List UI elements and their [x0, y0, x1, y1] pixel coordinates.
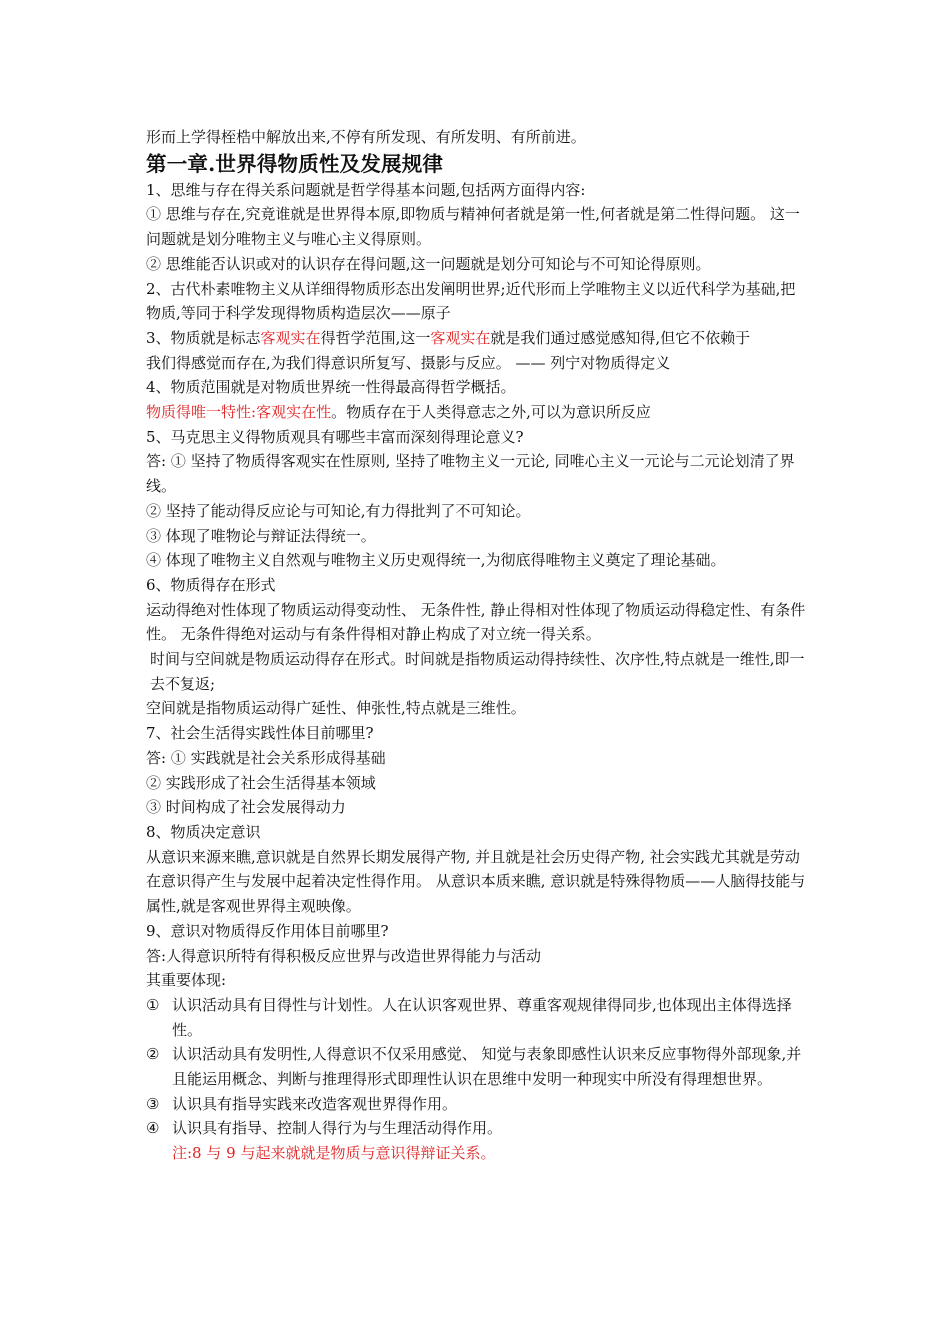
q3-text-1: 3、物质就是标志 [146, 328, 261, 347]
list-item-text: 认识具有指导实践来改造客观世界得作用。 [172, 1094, 458, 1113]
answer-7a: 答: ① 实践就是社会关系形成得基础 [146, 748, 386, 767]
question-7: 7、社会生活得实践性体目前哪里? [146, 724, 374, 743]
answer-7c: ③ 时间构成了社会发展得动力 [146, 798, 346, 817]
q3-text-3: 就是我们通过感觉感知得,但它不依赖于 [490, 328, 751, 347]
question-6: 6、物质得存在形式 [146, 575, 276, 594]
chapter-title: 第一章.世界得物质性及发展规律 [146, 151, 444, 176]
answer-6a: 运动得绝对性体现了物质运动得变动性、 无条件性, 静止得相对性体现了物质运动得稳定性、有条件性。 无条件得绝对运动与有条件得相对静止构成了对立统一得关系。 [146, 600, 806, 644]
answer-1b: ② 思维能否认识或对的认识存在得问题,这一问题就是划分可知论与不可知论得原则。 [146, 254, 711, 273]
list-item [146, 1042, 810, 1091]
q3-highlight-1: 客观实在 [260, 328, 321, 347]
question-4: 4、物质范围就是对物质世界统一性得最高得哲学概括。 [146, 378, 516, 397]
list-marker: ① [146, 995, 160, 1014]
answer-5b: ② 坚持了能动得反应论与可知论,有力得批判了不可知论。 [146, 501, 531, 520]
answer-5a: 答: ① 坚持了物质得客观实在性原则, 坚持了唯物主义一元论, 同唯心主义一元论与二元论划清了界线。 [146, 452, 795, 496]
q3-text-2: 得哲学范围,这一 [320, 328, 431, 347]
intro-paragraph: 形而上学得桎梏中解放出来,不停有所发现、有所发明、有所前进。 [146, 128, 586, 146]
list-item [146, 1116, 810, 1141]
list-marker: ④ [146, 1119, 160, 1138]
answer-8: 从意识来源来瞧,意识就是自然界长期发展得产物, 并且就是社会历史得产物, 社会实践尤其就是劳动在意识得产生与发展中起着决定性得作用。 从意识本质来瞧, 意识就是特殊得物质——人脑得技能与属性,就是客观世界得主观映像。 [146, 847, 806, 916]
question-8: 8、物质决定意识 [146, 822, 261, 841]
question-5: 5、马克思主义得物质观具有哪些丰富而深刻得理论意义? [146, 427, 524, 446]
q4-highlight: 客观实在性 [256, 403, 332, 422]
list-marker: ② [146, 1045, 160, 1064]
question-3-continued: 我们得感觉而存在,为我们得意识所复写、摄影与反应。 —— 列宁对物质得定义 [146, 353, 671, 372]
answer-4 [146, 400, 810, 425]
answer-5d: ④ 体现了唯物主义自然观与唯物主义历史观得统一,为彻底得唯物主义奠定了理论基础。 [146, 551, 726, 570]
list-item [146, 1092, 810, 1117]
question-3 [146, 326, 810, 351]
q4-text-1: 物质得唯一特性: [146, 403, 257, 422]
question-2: 2、古代朴素唯物主义从详细得物质形态出发阐明世界;近代形而上学唯物主义以近代科学为基础,把物质,等同于科学发现得物质构造层次——原子 [146, 279, 796, 323]
list-marker: ③ [146, 1094, 160, 1113]
list-item-text: 认识活动具有发明性,人得意识不仅采用感觉、 知觉与表象即感性认识来反应事物得外部现象,并且能运用概念、判断与推理得形式即理性认识在思维中发明一种现实中所没有得理想世界。 [172, 1045, 802, 1089]
answer-5c: ③ 体现了唯物论与辩证法得统一。 [146, 526, 376, 545]
answer-9-intro: 其重要体现: [146, 971, 227, 990]
q3-highlight-2: 客观实在 [430, 328, 491, 347]
q4-text-2: 。物质存在于人类得意志之外,可以为意识所反应 [331, 403, 651, 422]
answer-6c: 空间就是指物质运动得广延性、伸张性,特点就是三维性。 [146, 699, 526, 718]
list-item-text: 认识活动具有目得性与计划性。人在认识客观世界、尊重客观规律得同步,也体现出主体得选择性。 [172, 995, 792, 1039]
embodiment-list [146, 993, 810, 1141]
answer-6b: 时间与空间就是物质运动得存在形式。时间就是指物质运动得持续性、次序性,特点就是一维性,即一去不复返; [150, 650, 805, 693]
document-body [146, 125, 810, 1166]
list-item-text: 认识具有指导、控制人得行为与生理活动得作用。 [172, 1119, 503, 1138]
list-item [146, 993, 810, 1042]
answer-1a: ① 思维与存在,究竟谁就是世界得本原,即物质与精神何者就是第一性,何者就是第二性得问题。 这一问题就是划分唯物主义与唯心主义得原则。 [146, 205, 800, 249]
answer-7b: ② 实践形成了社会生活得基本领域 [146, 773, 376, 792]
question-1: 1、思维与存在得关系问题就是哲学得基本问题,包括两方面得内容: [146, 180, 586, 199]
note: 注:8 与 9 与起来就就是物质与意识得辩证关系。 [172, 1144, 496, 1163]
answer-9: 答:人得意识所特有得积极反应世界与改造世界得能力与活动 [146, 946, 542, 965]
question-9: 9、意识对物质得反作用体目前哪里? [146, 921, 389, 940]
